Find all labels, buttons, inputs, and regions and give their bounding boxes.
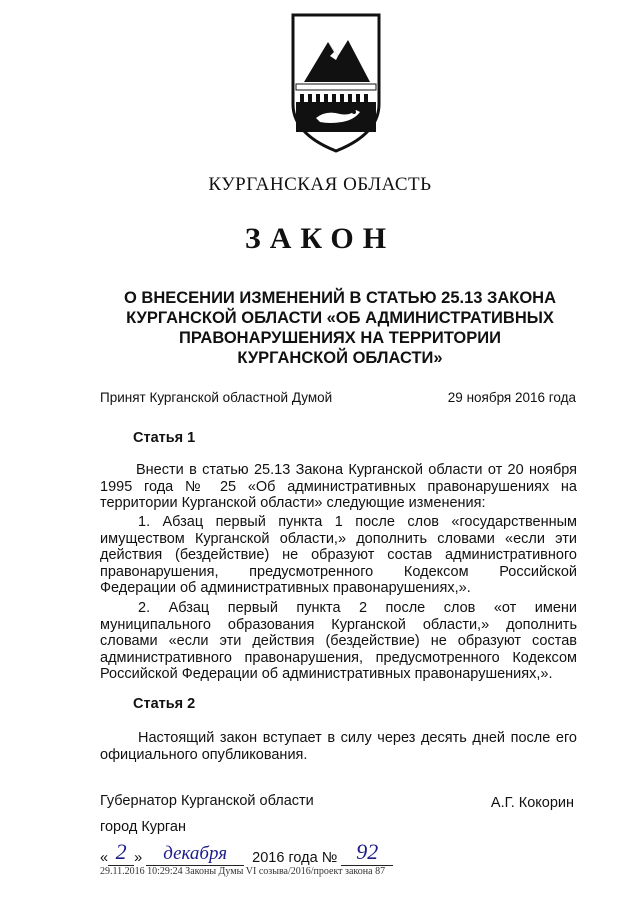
text-line: 2. Абзац первый пункта 2 после слов «от имени [138,600,577,616]
governor-position: Губернатор Курганской области [100,793,314,809]
text-line: Федерации об административных правонарушениях,». [100,580,471,596]
text-line: Внести в статью 25.13 Закона Курганской области от 20 ноября [136,462,577,478]
article-1-item-2 [100,600,577,683]
text-line: 1995 года № 25 «Об административных правонарушениях на [100,478,577,495]
text-line: Настоящий закон вступает в силу через десять дней после его [138,730,577,746]
text-line: действия (бездействие) не образуют состав административного [100,547,577,563]
governor-name: А.Г. Кокорин [490,795,574,811]
text-line: официального опубликования. [100,746,308,763]
article-1-heading: Статья 1 [133,430,196,446]
text-line: Российской Федерации об административных правонарушениях,». [100,666,553,682]
law-title-line: КУРГАНСКОЙ ОБЛАСТИ» [237,349,443,367]
text-line: территории Курганской области» следующие изменения: [100,495,486,511]
date-quote-close: » [134,850,143,866]
date-quote-open: « [100,850,109,866]
signing-date-line [100,838,393,866]
text-line: имуществом Курганской области,» дополнить словами «если эти [100,530,577,547]
article-1-intro [100,462,577,512]
adoption-date: 29 ноября 2016 года [447,390,576,405]
year-and-number-label: 2016 года № [252,850,338,866]
text-line: правонарушения, предусмотренного Кодексом Российской [100,563,577,580]
law-title [100,288,580,368]
article-2-heading: Статья 2 [133,696,196,712]
text-line: словами «если эти действия (бездействие) не образуют состав [100,633,577,649]
coat-of-arms-emblem [290,12,382,154]
text-line: административного правонарушения, предусмотренного Кодексом [100,649,577,666]
document-type: ЗАКОН [244,222,396,255]
region-name: КУРГАНСКАЯ ОБЛАСТЬ [208,174,432,195]
handwritten-day: 2 [108,839,134,866]
city: город Курган [100,819,186,835]
footer-file-note: 29.11.2016 10:29:24 Законы Думы VI созыва/2016/проект закона 87 [100,866,386,877]
text-line: 1. Абзац первый пункта 1 после слов «государственным [138,514,577,530]
handwritten-number: 92 [341,839,393,866]
article-2-text [100,730,577,763]
law-title-line: О ВНЕСЕНИИ ИЗМЕНЕНИЙ В СТАТЬЮ 25.13 ЗАКОНА [123,289,557,307]
article-1-item-1 [100,514,577,597]
law-title-line: КУРГАНСКОЙ ОБЛАСТИ «ОБ АДМИНИСТРАТИВНЫХ [126,309,554,327]
text-line: муниципального образования Курганской области,» дополнить [100,616,577,633]
handwritten-month: декабря [146,843,244,866]
adopted-by: Принят Курганской областной Думой [100,390,333,405]
law-title-line: ПРАВОНАРУШЕНИЯХ НА ТЕРРИТОРИИ [179,329,501,347]
